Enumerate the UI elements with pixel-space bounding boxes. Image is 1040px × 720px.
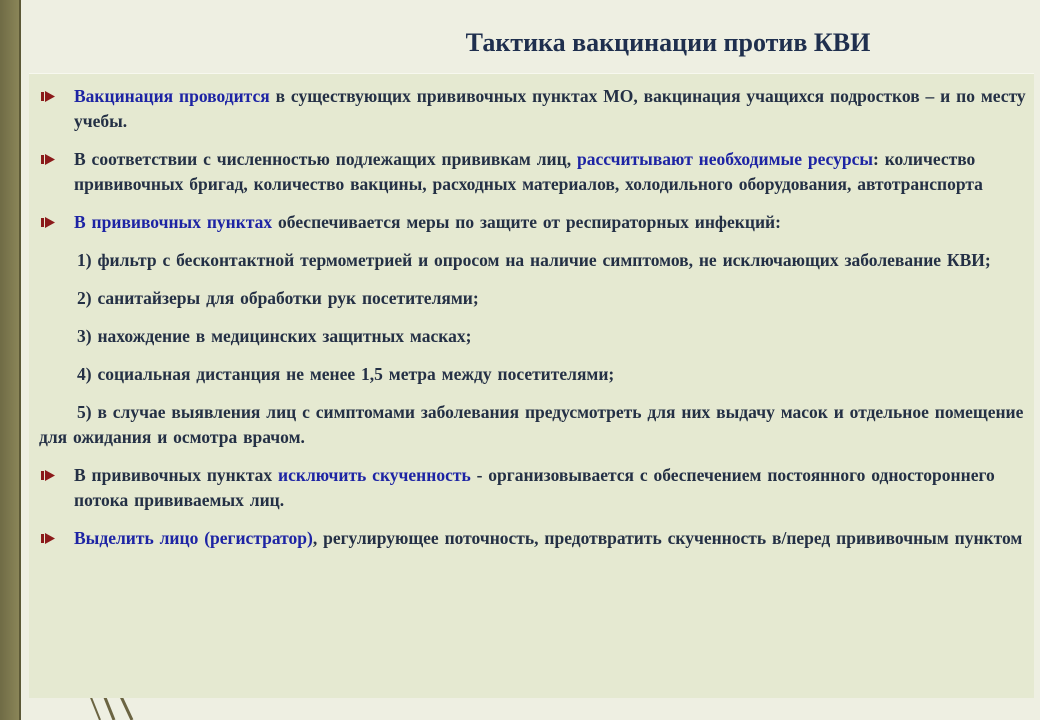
bullet-item-vaccination — [39, 84, 1029, 134]
bullet-item-registrar — [39, 526, 1029, 551]
arrow-bullet-icon — [41, 154, 55, 165]
highlight-text: Выделить лицо (регистратор) — [74, 528, 313, 548]
bullet-item-protection — [39, 210, 1029, 235]
highlight-text: В прививочных пунктах — [74, 212, 273, 232]
sub-item-sanitizers: 2) санитайзеры для обработки рук посетителями; — [77, 288, 479, 308]
sub-item-filter: 1) фильтр с бесконтактной термометрией и опросом на наличие симптомов, не исключающих заболевание КВИ; — [77, 250, 991, 270]
sub-item-symptoms: 5) в случае выявления лиц с симптомами заболевания предусмотреть для них выдачу масок и отдельное помещение для ожидания и осмотра врачом. — [39, 402, 1024, 447]
highlight-text: рассчитывают необходимые ресурсы — [576, 149, 873, 169]
sub-item-masks: 3) нахождение в медицинских защитных масках; — [77, 326, 472, 346]
paragraph-text: В прививочных пунктах — [74, 465, 279, 485]
arrow-bullet-icon — [41, 91, 55, 102]
page-title: Тактика вакцинации против КВИ — [465, 28, 871, 57]
content-body — [39, 84, 1029, 564]
arrow-bullet-icon — [41, 470, 55, 481]
paragraph-text: - организовывается с обеспечением постоянного одностороннего потока прививаемых лиц. — [74, 465, 995, 510]
paragraph-text: , регулирующее поточность, предотвратить скученность в/перед прививочным пунктом — [312, 528, 1023, 548]
sub-item-distance: 4) социальная дистанция не менее 1,5 метра между посетителями; — [77, 364, 615, 384]
highlight-text: Вакцинация проводится — [74, 86, 270, 106]
arrow-bullet-icon — [41, 217, 55, 228]
paragraph-text: обеспечивается меры по защите от респираторных инфекций: — [272, 212, 781, 232]
paragraph-text: В соответствии с численностью подлежащих прививкам лиц, — [74, 149, 577, 169]
bullet-item-resources — [39, 147, 1029, 197]
arrow-bullet-icon — [41, 533, 55, 544]
paragraph-text: : количество прививочных бригад, количество вакцины, расходных материалов, холодильного оборудования, автотранспорта — [74, 149, 983, 194]
paragraph-text: в существующих прививочных пунктах МО, вакцинация учащихся подростков – и по месту учебы. — [74, 86, 1026, 131]
highlight-text: исключить скученность — [278, 465, 471, 485]
bullet-item-crowding — [39, 463, 1029, 513]
